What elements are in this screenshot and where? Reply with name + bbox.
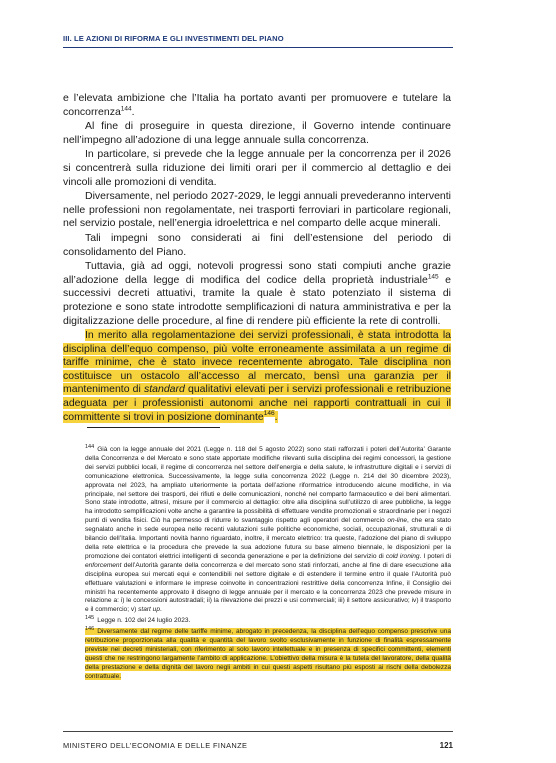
footnote-ref-145: 145	[427, 273, 439, 281]
footnote-separator	[87, 427, 220, 428]
footnote-146: $^{146}$ Diversamente dal regime delle tariffe minime, abrogato in precedenza, la disciplina dell’equo compenso prescrive una retribuzione proporzionata alla qualità e quantità del lavoro svolto esclusivamente in funzione di finalità espressamente previste nei decreti ministeriali, con riferimento al solo lavoro intellettuale e in presenza di specifici committenti, elementi questi che ne restringono largamente l’ambito di applicazione. L’obiettivo della misura è la tutela del lavoratore, della qualità della prestazione e della dignità del lavoro negli ambiti in cui questi aspetti risultano più esposti ai rischi della debolezza contrattuale.	[85, 625, 451, 680]
paragraph-5: Tali impegni sono considerati ai fini dell’estensione del periodo di consolidamento del Piano.	[63, 231, 451, 258]
footnote-144: $^{144}$ Già con la legge annuale del 2021 (Legge n. 118 del 5 agosto 2022) sono stati rafforzati i poteri dell’Autorita’ Garante della Concorrenza e del Mercato e sono state apportate modifiche rilevanti sulla disciplina dei regimi concessori, la gestione dei servizi pubblici locali, il regime di concorrenza nel settore dell’energia e della salute, le infrastrutture digitali e i servizi di comunicazione elettronica. Successivamente, la legge sulla concorrenza 2022 (Legge n. 214 del 30 dicembre 2023), approvata nel 2023, ha ampliato ulteriormente la portata dell’azione riformatrice introducendo alcune modifiche, in via principale, nel settore dei trasporti, dei rifiuti e delle comunicazioni, nonché nel comparto farmaceutico e dei beni alimentari. Sono state introdotte, altresì, misure per il commercio al dettaglio: oltre alla disciplina sull’utilizzo di aree pubbliche, la legge ha introdotto semplificazioni volte anche a garantire la possibilità di effettuare vendite promozionali e straordinarie per i negozi punti di vendita fisici. Ciò ha permesso di ridurre lo svantaggio rispetto agli operatori del commercio on-line, che era stato segnalato anche in sede europea nelle recenti valutazioni sulle politiche economiche, sociali, occupazionali, strutturali e di bilancio dell’Italia. Importanti novità hanno riguardato, inoltre, il mercato elettrico: tra queste, l’adozione del piano di sviluppo della rete elettrica e la procedura che prevede la sua adozione futura su base almeno biennale, le disposizioni per la promozione dei contatori elettrici intelligenti di seconda generazione e per la definizione del servizio di cold ironing. I poteri di enforcement dell’Autorità garante della concorrenza e del mercato sono stati rinforzati, anche al fine di dare esecuzione alla disciplina europea sui mercati equi e contendibili nel settore digitale e di estendere il termine entro il quale l’Autorità può effettuare valutazioni e informare le imprese coinvolte in concentrazioni restrittive della concorrenza Infine, il Consiglio dei ministri ha recentemente approvato il disegno di legge annuale per il mercato e la concorrenza 2023 che prevede misure in relazione a: i) le concessioni autostradali; ii) la rilevazione dei prezzi e usi commerciali; iii) il settore assicurativo; iv) il trasporto e il commercio; v) start up.	[85, 443, 451, 614]
footnote-ref-146: 146	[263, 410, 275, 418]
page-header	[63, 34, 453, 48]
footnote-ref-144: 144	[120, 105, 132, 113]
paragraph-3: In particolare, si prevede che la legge annuale per la concorrenza per il 2026 si concentrerà sulla riduzione dei limiti orari per il commercio al dettaglio e dei vincoli alle promozioni di vendita.	[63, 148, 451, 188]
footnotes	[63, 443, 451, 684]
header-rule	[63, 47, 453, 48]
paragraph-6: Tuttavia, già ad oggi, notevoli progressi sono stati compiuti anche grazie all’adozione della legge di modifica del codice della proprietà industriale$^{145}$ e successivi decreti attuativi, tramite la quale è stato potenziato il sistema di protezione e sono state introdotte semplificazioni di natura amministrativa e per la digitalizzazione delle procedure, al fine di rendere più efficiente la rete di controlli.	[63, 260, 451, 327]
body-text	[63, 92, 451, 425]
footer-rule	[63, 731, 453, 732]
paragraph-2: Al fine di proseguire in questa direzione, il Governo intende continuare nell’impegno all’adozione di una legge annuale sulla concorrenza.	[63, 120, 451, 146]
section-title: III. LE AZIONI DI RIFORMA E GLI INVESTIMENTI DEL PIANO	[63, 34, 284, 43]
page-number: 121	[439, 741, 453, 750]
publisher-name: MINISTERO DELL’ECONOMIA E DELLE FINANZE	[63, 741, 248, 750]
paragraph-7-highlighted: In merito alla regolamentazione dei servizi professionali, è stata introdotta la disciplina dell’equo compenso, più volte erroneamente assimilata a un regime di tariffe minime, che è stato invece recentemente abrogato. Tale disciplina non costituisce un ostacolo all’accesso al mercato, bensì una garanzia per il mantenimento di standard qualitativi elevati per i servizi professionali e retribuzione adeguata per i professionisti autonomi anche nei rapporti contrattuali in cui il committente si trovi in posizione dominante$^{146}$.	[63, 329, 451, 423]
paragraph-1: e l’elevata ambizione che l’Italia ha portato avanti per promuovere e tutelare la concorrenza$^{144}$.	[63, 92, 451, 118]
page-footer	[63, 731, 453, 750]
footnote-145: $^{145}$ Legge n. 102 del 24 luglio 2023.	[85, 615, 191, 625]
paragraph-4: Diversamente, nel periodo 2027-2029, le leggi annuali prevederanno interventi nelle professioni non regolamentate, nei trasporti ferroviari in particolare regionali, nel servizio postale, nell’energia idroelettrica e nel comparto delle acque minerali.	[63, 190, 451, 230]
